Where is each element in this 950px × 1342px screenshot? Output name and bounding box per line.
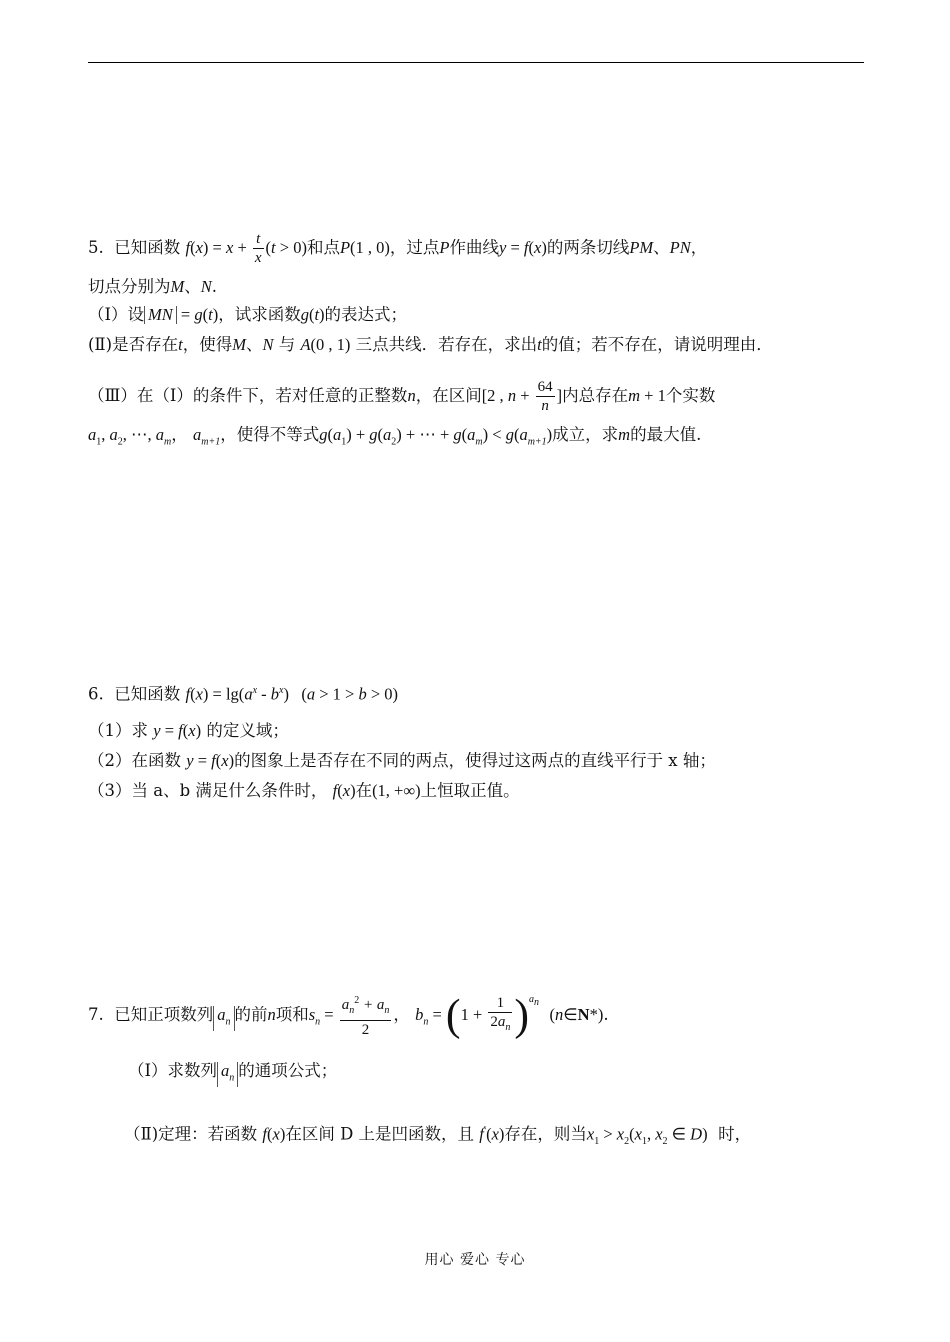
q7-seq-an-2: $a_n$ (217, 1062, 238, 1087)
q6-part-3: （3）当 a、b 满足什么条件时， f(x)在(1, +∞)上恒取正值。 (88, 781, 520, 800)
q5-func: f (185, 238, 191, 257)
q6-part-2: （2）在函数 y = f(x)的图象上是否存在不同的两点，使得过这两点的直线平行于 x 轴； (88, 751, 716, 770)
q7-line-1: 7. 已知正项数列 $a_n$ 的前n项和$s_n$ = $\frac{a_n^2 + a_n}{2}$ ， $b_n = (1$ + $\frac{1}{2a_n}$ )$^{a_n}$ (n∈N*). (88, 990, 609, 1040)
q5-part-i: （Ⅰ）设 MN = g(t)，试求函数g(t)的表达式； (88, 305, 408, 324)
q6-part-1: （1）求 y = f(x) 的定义域； (88, 721, 289, 740)
q5-fraction-t-over-x: $\frac{t}{x}$ (254, 231, 262, 266)
q5-line-1: 5. 已知函数 f(x) = x + $\frac{t}{x}$ (t > 0)和点P(1 , 0)，过点P作曲线y = f(x)的两条切线PM、PN， (88, 231, 708, 266)
q5-line-2: 切点分别为M、N. (88, 277, 218, 296)
q7-seq-an: $a_n$ (213, 1006, 234, 1031)
header-rule (88, 62, 864, 63)
q5-part-ii: (Ⅱ)是否存在t，使得M、N 与 A(0 , 1) 三点共线．若存在，求出t的值；若不存在，请说明理由． (88, 335, 773, 354)
q7-part-ii: （Ⅱ)定理：若函数 f(x)在区间 D 上是凹函数，且 f′(x)存在，则当$x_1 > x_2(x_1$, $x_2$ ∈ D) 时， (124, 1124, 752, 1147)
q5-number: 5. (88, 238, 104, 257)
q6-line-1: 6. 已知函数 $f(x) = \lg(a^x - b^x) (a > 1 > b > 0)$ (88, 684, 399, 704)
q7-part-i: （Ⅰ）求数列 $a_n$ 的通项公式； (128, 1060, 337, 1087)
q6-number: 6. (88, 684, 104, 704)
q5-part-iii: （Ⅲ）在（Ⅰ）的条件下，若对任意的正整数n，在区间[2 , n + $\frac{64}{n}$ ]内总存在m + 1个实数 (88, 379, 716, 414)
q5-part-iii-cont: $a_1$, $a_2$, ⋯, $a_m$， $a_{m+1}$，使得不等式$g(a_1) + g(a_2)$ + ⋯ + $g(a_m) < g(a_{m+1})$成立，求m的最大值. (88, 425, 702, 448)
q5-abs-mn: MN (144, 306, 177, 324)
q7-fraction-sn: $\frac{a_n^2 + a_n}{2}$ (340, 992, 392, 1039)
q5-fraction-64-over-n: $\frac{64}{n}$ (537, 379, 553, 414)
q7-number: 7. (88, 1005, 104, 1024)
page-footer: 用心 爱心 专心 (424, 1252, 526, 1268)
q7-fraction-bn: $\frac{1}{2a_n}$ (490, 995, 511, 1033)
